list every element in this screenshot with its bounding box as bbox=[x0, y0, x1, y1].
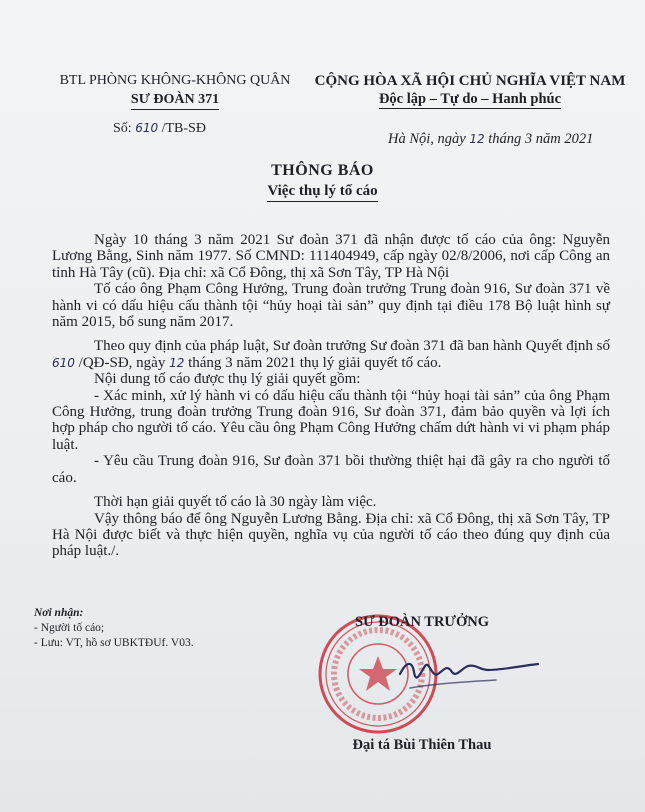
paragraph-item-2: - Yêu cầu Trung đoàn 916, Sư đoàn 371 bồi thường thiệt hại đã gây ra cho người tố cáo. bbox=[52, 453, 610, 486]
document-date bbox=[388, 131, 593, 148]
paragraph-item-1: - Xác minh, xử lý hành vi có dấu hiệu cấu thành tội “hủy hoại tài sản” của ông Phạm Công Hưởng, trung đoàn trưởng Trung đoàn 916, Sư đoàn 371, đảm bảo quyền và lợi ích hợp pháp cho người tố cáo. Yêu cầu ông Phạm Công Hưởng chấm dứt hành vi vi phạm pháp luật. bbox=[52, 387, 610, 453]
document-subtitle: Việc thụ lý tố cáo bbox=[267, 181, 377, 202]
national-motto: Độc lập – Tự do – Hanh phúc bbox=[378, 91, 562, 107]
national-title: CỘNG HÒA XÃ HỘI CHỦ NGHĨA VIỆT NAM bbox=[314, 73, 626, 89]
document-title-block bbox=[0, 161, 645, 202]
national-header bbox=[310, 72, 630, 109]
paragraph-notice: Vậy thông báo để ông Nguyễn Lương Bằng. Địa chỉ: xã Cổ Đông, thị xã Sơn Tây, TP Hà Nội được biết và thực hiện quyền, nghĩa vụ của người tố cáo theo đúng quy định của pháp luật./. bbox=[52, 510, 610, 560]
issuer-header bbox=[50, 72, 300, 110]
document-number bbox=[113, 121, 206, 137]
recipients-heading: Nơi nhận: bbox=[34, 607, 84, 619]
date-suffix: tháng 3 năm 2021 bbox=[488, 131, 594, 147]
document-body bbox=[52, 232, 610, 560]
recipients bbox=[34, 606, 194, 651]
paragraph-deadline: Thời hạn giải quyết tố cáo là 30 ngày làm việc. bbox=[94, 494, 377, 511]
paragraph-decision bbox=[52, 338, 610, 371]
decision-number-handwritten: 610 bbox=[52, 355, 75, 370]
paragraph-accusation: Tố cáo ông Phạm Công Hưởng, Trung đoàn trưởng Trung đoàn 916, Sư đoàn 371 về hành vi có dấu hiệu cấu thành tội “hủy hoại tài sản” quy định tại điều 178 Bộ luật hình sự năm 2015, bổ sung năm 2017. bbox=[52, 281, 610, 331]
date-prefix: Hà Nội, ngày bbox=[388, 131, 466, 147]
document-title: THÔNG BÁO bbox=[271, 162, 374, 179]
decision-day-handwritten: 12 bbox=[169, 355, 185, 370]
handwritten-signature bbox=[392, 644, 542, 704]
date-day-handwritten: 12 bbox=[469, 132, 485, 146]
document-number-handwritten: 610 bbox=[135, 121, 159, 135]
document-number-label: Số: bbox=[113, 121, 132, 136]
paragraph-content-intro: Nội dung tố cáo được thụ lý giải quyết gồm: bbox=[94, 371, 361, 388]
paragraph-receipt: Ngày 10 tháng 3 năm 2021 Sư đoàn 371 đã nhận được tố cáo của ông: Nguyễn Lương Bằng, Sinh năm 1977. Số CMND: 111404949, cấp ngày 02/8/2006, nơi cấp Công an tỉnh Hà Tây (cũ). Địa chỉ: xã Cổ Đông, thị xã Sơn Tây, TP Hà Nội bbox=[52, 232, 610, 281]
document-number-suffix: /TB-SĐ bbox=[161, 121, 206, 136]
decision-text-a: Theo quy định của pháp luật, Sư đoàn trưởng Sư đoàn 371 đã ban hành Quyết định số bbox=[94, 338, 610, 355]
recipient-item: - Lưu: VT, hồ sơ UBKTĐUf. V03. bbox=[34, 637, 194, 649]
issuer-parent-unit: BTL PHÒNG KHÔNG-KHÔNG QUÂN bbox=[59, 73, 291, 88]
issuer-unit: SƯ ĐOÀN 371 bbox=[131, 91, 219, 110]
signer-title: SƯ ĐOÀN TRƯỞNG bbox=[355, 614, 489, 630]
signer-name: Đại tá Bùi Thiên Thau bbox=[352, 737, 492, 753]
decision-text-b: /QĐ-SĐ, ngày bbox=[78, 354, 166, 371]
decision-text-c: tháng 3 năm 2021 thụ lý giải quyết tố cáo. bbox=[188, 354, 442, 371]
recipient-item: - Người tố cáo; bbox=[34, 622, 105, 634]
